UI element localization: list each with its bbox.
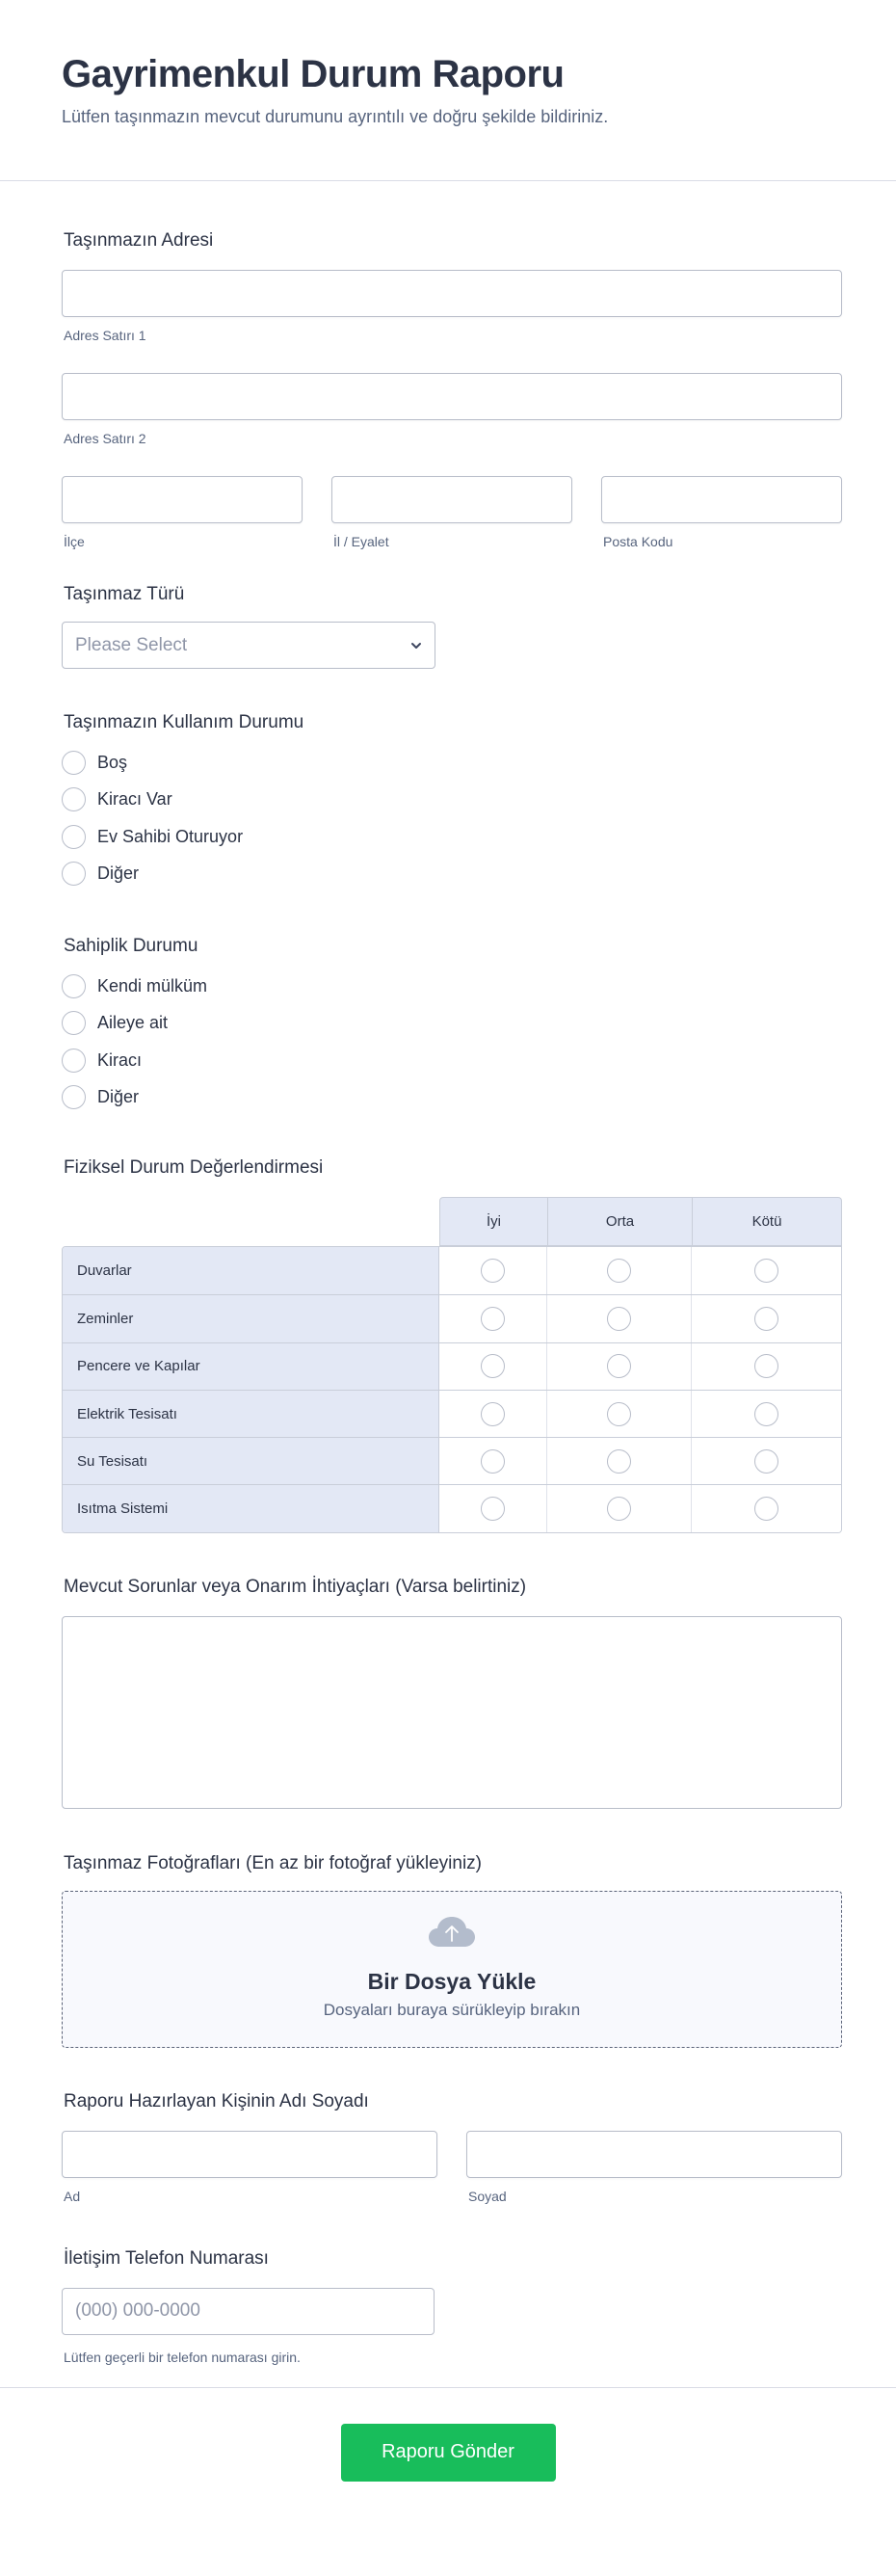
postal-group <box>601 476 842 550</box>
property-type-section <box>62 550 842 669</box>
ownership-section <box>62 892 842 1116</box>
matrix-radio-iyi[interactable] <box>481 1259 505 1283</box>
preparer-label: Raporu Hazırlayan Kişinin Adı Soyadı <box>64 2090 369 2111</box>
photos-section <box>62 1809 842 2048</box>
district-input[interactable] <box>62 476 303 523</box>
radio-label: Diğer <box>97 1087 140 1107</box>
matrix-row <box>63 1390 841 1437</box>
address-line1-input[interactable] <box>62 270 842 317</box>
phone-input[interactable] <box>62 2288 435 2335</box>
form-body <box>0 181 896 2366</box>
phone-placeholder: (000) 000-0000 <box>75 2300 200 2322</box>
matrix-radio-kotu[interactable] <box>754 1307 778 1331</box>
ownership-option-aile[interactable] <box>62 1005 842 1043</box>
matrix-row-label: Su Tesisatı <box>63 1438 439 1484</box>
submit-button[interactable]: Raporu Gönder <box>341 2424 556 2482</box>
ownership-option-kiraci[interactable] <box>62 1042 842 1079</box>
ownership-option-diger[interactable] <box>62 1079 842 1117</box>
radio-button[interactable] <box>62 862 86 886</box>
radio-button[interactable] <box>62 825 86 849</box>
matrix-header <box>62 1197 842 1246</box>
address-section <box>62 181 842 550</box>
matrix-col-orta: Orta <box>548 1197 693 1246</box>
issues-label: Mevcut Sorunlar veya Onarım İhtiyaçları (Varsa belirtiniz) <box>64 1576 527 1597</box>
page-subtitle: Lütfen taşınmazın mevcut durumunu ayrıntılı ve doğru şekilde bildiriniz. <box>62 107 609 126</box>
matrix-radio-kotu[interactable] <box>754 1354 778 1378</box>
matrix-radio-iyi[interactable] <box>481 1402 505 1426</box>
matrix-radio-orta[interactable] <box>607 1307 631 1331</box>
usage-option-bos[interactable] <box>62 744 842 782</box>
address-line2-input[interactable] <box>62 373 842 420</box>
phone-sublabel: Lütfen geçerli bir telefon numarası girin. <box>64 2349 301 2365</box>
last-name-group <box>466 2131 842 2205</box>
postal-code-sublabel: Posta Kodu <box>603 534 673 549</box>
form-footer <box>0 2387 896 2530</box>
matrix-row-label: Pencere ve Kapılar <box>63 1343 439 1390</box>
radio-label: Kiracı Var <box>97 789 172 810</box>
first-name-input[interactable] <box>62 2131 437 2178</box>
matrix-radio-kotu[interactable] <box>754 1402 778 1426</box>
matrix-row-label: Isıtma Sistemi <box>63 1485 439 1531</box>
matrix-radio-kotu[interactable] <box>754 1259 778 1283</box>
property-type-placeholder: Please Select <box>75 634 188 655</box>
matrix-row <box>63 1437 841 1484</box>
preparer-section <box>62 2048 842 2205</box>
matrix-row <box>63 1294 841 1341</box>
radio-button[interactable] <box>62 1085 86 1109</box>
phone-label: İletişim Telefon Numarası <box>64 2247 269 2269</box>
first-name-sublabel: Ad <box>64 2188 81 2204</box>
radio-label: Kendi mülküm <box>97 975 208 996</box>
phone-section <box>62 2205 842 2366</box>
matrix-radio-orta[interactable] <box>607 1497 631 1521</box>
matrix-body <box>62 1246 842 1533</box>
matrix-radio-iyi[interactable] <box>481 1449 505 1474</box>
cloud-upload-icon <box>428 1915 476 1948</box>
address-line1-sublabel: Adres Satırı 1 <box>64 328 146 343</box>
first-name-group <box>62 2131 437 2205</box>
postal-code-input[interactable] <box>601 476 842 523</box>
matrix-radio-iyi[interactable] <box>481 1497 505 1521</box>
radio-label: Diğer <box>97 863 140 884</box>
ownership-label: Sahiplik Durumu <box>64 936 198 956</box>
matrix-row-label: Zeminler <box>63 1295 439 1341</box>
matrix-col-iyi: İyi <box>439 1197 548 1246</box>
district-sublabel: İlçe <box>64 534 85 549</box>
usage-option-kiraci-var[interactable] <box>62 782 842 819</box>
last-name-input[interactable] <box>466 2131 842 2178</box>
matrix-radio-kotu[interactable] <box>754 1497 778 1521</box>
radio-button[interactable] <box>62 787 86 811</box>
radio-label: Ev Sahibi Oturuyor <box>97 826 244 846</box>
property-type-label: Taşınmaz Türü <box>64 584 185 604</box>
usage-status-section <box>62 669 842 892</box>
page-title: Gayrimenkul Durum Raporu <box>62 53 565 95</box>
photos-label: Taşınmaz Fotoğrafları (En az bir fotoğraf yükleyiniz) <box>64 1852 483 1873</box>
property-type-select[interactable] <box>62 622 435 669</box>
condition-matrix <box>62 1197 842 1533</box>
matrix-row-label: Elektrik Tesisatı <box>63 1391 439 1437</box>
radio-label: Aileye ait <box>97 1013 169 1033</box>
upload-subtitle: Dosyaları buraya sürükleyip bırakın <box>323 2000 581 2019</box>
radio-button[interactable] <box>62 974 86 998</box>
address-label: Taşınmazın Adresi <box>64 230 214 251</box>
issues-section <box>62 1533 842 1809</box>
matrix-radio-iyi[interactable] <box>481 1307 505 1331</box>
matrix-row <box>63 1342 841 1390</box>
matrix-row <box>63 1247 841 1294</box>
file-upload-dropzone[interactable] <box>62 1891 842 2048</box>
radio-label: Kiracı <box>97 1049 143 1070</box>
ownership-option-kendi[interactable] <box>62 968 842 1005</box>
matrix-radio-orta[interactable] <box>607 1402 631 1426</box>
matrix-radio-orta[interactable] <box>607 1259 631 1283</box>
physical-condition-section <box>62 1116 842 1533</box>
province-sublabel: İl / Eyalet <box>333 534 389 549</box>
address-line2-group <box>62 373 842 447</box>
radio-button[interactable] <box>62 1049 86 1073</box>
matrix-radio-kotu[interactable] <box>754 1449 778 1474</box>
radio-button[interactable] <box>62 1011 86 1035</box>
matrix-row <box>63 1484 841 1531</box>
matrix-radio-iyi[interactable] <box>481 1354 505 1378</box>
radio-label: Boş <box>97 752 128 772</box>
usage-option-diger[interactable] <box>62 856 842 893</box>
province-group <box>331 476 572 550</box>
chevron-down-icon <box>409 639 423 652</box>
form-header <box>0 0 896 181</box>
last-name-sublabel: Soyad <box>468 2188 507 2204</box>
district-group <box>62 476 303 550</box>
issues-textarea[interactable] <box>62 1616 842 1809</box>
radio-button[interactable] <box>62 751 86 775</box>
physical-condition-label: Fiziksel Durum Değerlendirmesi <box>64 1157 324 1178</box>
address-line2-sublabel: Adres Satırı 2 <box>64 431 146 446</box>
address-city-row <box>62 476 842 550</box>
province-input[interactable] <box>331 476 572 523</box>
matrix-row-label: Duvarlar <box>63 1247 439 1294</box>
name-row <box>62 2131 842 2205</box>
matrix-col-kotu: Kötü <box>693 1197 842 1246</box>
usage-option-ev-sahibi[interactable] <box>62 818 842 856</box>
matrix-radio-orta[interactable] <box>607 1354 631 1378</box>
usage-status-label: Taşınmazın Kullanım Durumu <box>64 712 304 732</box>
matrix-radio-orta[interactable] <box>607 1449 631 1474</box>
address-line1-group <box>62 270 842 344</box>
upload-title: Bir Dosya Yükle <box>367 1968 537 1994</box>
